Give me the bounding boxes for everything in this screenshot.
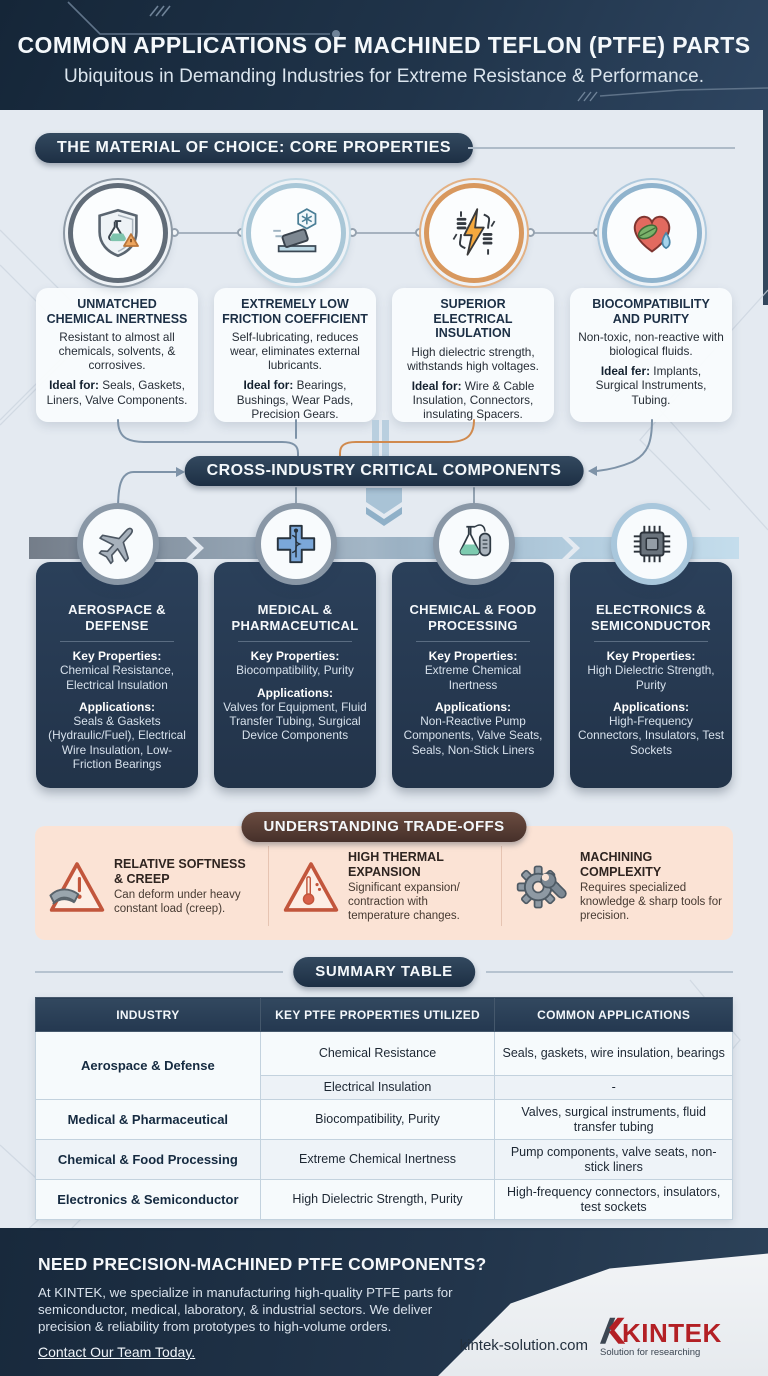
property-description: Non-toxic, non-reactive with biological fluids. [578,330,724,359]
applications-label: Applications: [434,699,511,714]
connector-node [526,228,535,237]
applications-value: Valves for Equipment, Fluid Transfer Tubing, Surgical Device Components [223,699,367,743]
table-row [36,1100,733,1140]
property-cell: Electrical Insulation [260,1076,495,1100]
table-header-row [36,998,733,1032]
industry-title: MEDICAL & PHARMACEUTICAL [231,602,359,633]
airplane-icon [95,521,141,567]
section-divider-line [468,147,735,149]
sliding-block-snowflake-icon [270,207,322,259]
thermal-warning-icon [282,858,340,916]
applications-value: Non-Reactive Pump Components, Valve Seats, Seals, Non-Stick Liners [403,713,543,757]
key-properties-label: Key Properties: [428,649,518,664]
section-title-cross-industry: CROSS-INDUSTRY CRITICAL COMPONENTS [185,456,584,486]
trade-off-thermal-expansion [282,844,488,930]
trade-off-text [580,850,722,923]
connector-node [415,228,424,237]
section-title-core-properties: THE MATERIAL OF CHOICE: CORE PROPERTIES [35,133,473,163]
heart-leaf-drop-icon [626,207,678,259]
trade-off-title: HIGH THERMAL EXPANSION [348,850,444,879]
applications-cell: - [495,1076,733,1100]
industry-card-aerospace [36,562,198,788]
property-description: Self-lubricating, reduces wear, eliminates external lubricants. [230,330,360,373]
section-divider-line [486,971,733,973]
industry-title: CHEMICAL & FOOD PROCESSING [409,602,537,633]
property-card-chemical-inertness [36,288,198,422]
industry-title: ELECTRONICS & SEMICONDUCTOR [591,602,711,633]
property-title: EXTREMELY LOW FRICTION COEFFICIENT [222,297,368,326]
property-description: Resistant to almost all chemicals, solvents, & corrosives. [58,330,176,373]
ideal-for-text: Wire & Cable Insulation, Connectors, insulating Spacers. [412,378,535,422]
connector-node [237,228,246,237]
property-card-electrical-insulation [392,288,554,422]
key-properties-value: High Dielectric Strength, Purity [587,663,715,692]
trade-off-description: Significant expansion/ contraction with temperature changes. [348,882,460,922]
ideal-for-label: Ideal fer: [600,364,651,379]
industry-circle-aerospace [77,503,159,585]
trade-off-machining-complexity [514,844,722,930]
column-header-industry: INDUSTRY [36,998,261,1032]
property-cell: Biocompatibility, Purity [260,1100,495,1140]
applications-label: Applications: [78,699,155,714]
industry-cell: Electronics & Semiconductor [36,1180,261,1220]
applications-label: Applications: [612,699,689,714]
creep-warning-icon [48,858,106,916]
ideal-for-label: Ideal for: [411,378,462,393]
property-cell: High Dielectric Strength, Purity [260,1180,495,1220]
property-circle-low-friction [246,183,346,283]
property-circle-chemical-inertness [68,183,168,283]
industry-card-chemical [392,562,554,788]
trade-off-text [348,850,488,923]
property-cell: Chemical Resistance [260,1032,495,1076]
lightning-cable-icon [448,207,500,259]
applications-value: High-Frequency Connectors, Insulators, Test Sockets [578,713,725,757]
page-subtitle: Ubiquitous in Demanding Industries for Extreme Resistance & Performance. [64,66,704,87]
divider [594,641,708,642]
kintek-logo-text: KINTEK [622,1317,722,1348]
connector-line [174,232,240,234]
flask-icon [451,521,497,567]
medical-cross-icon [273,521,319,567]
chip-icon [629,521,675,567]
industry-circle-electronics [611,503,693,585]
shield-flask-icon [92,207,144,259]
key-properties-value: Extreme Chemical Inertness [424,663,522,692]
key-properties-label: Key Properties: [250,649,340,664]
property-title: BIOCOMPATIBILITY AND PURITY [592,297,710,326]
divider [60,641,174,642]
divider [501,846,502,926]
divider [268,846,269,926]
ideal-for-text: Implants, Surgical Instruments, Tubing. [595,364,707,407]
property-title: SUPERIOR ELECTRICAL INSULATION [433,297,513,340]
summary-table [35,997,733,1220]
applications-cell: Seals, gaskets, wire insulation, bearings [495,1032,733,1076]
kintek-logo [600,1315,750,1358]
property-circle-biocompatibility [602,183,702,283]
property-ideal-for [578,364,724,406]
table-row [36,1032,733,1076]
trade-off-description: Can deform under heavy constant load (creep). [114,889,241,915]
page-title: COMMON APPLICATIONS OF MACHINED TEFLON (PTFE) PARTS [17,32,751,58]
divider [238,641,352,642]
gear-wrench-icon [514,858,572,916]
connector-line [352,232,418,234]
header-banner [0,0,768,110]
industry-circle-chemical [433,503,515,585]
connector-node [348,228,357,237]
applications-label: Applications: [256,685,333,700]
property-title: UNMATCHED CHEMICAL INERTNESS [46,297,188,326]
section-title-trade-offs: UNDERSTANDING TRADE-OFFS [242,812,527,842]
property-card-low-friction [214,288,376,422]
key-properties-label: Key Properties: [72,649,162,664]
industry-title: AEROSPACE & DEFENSE [68,602,166,633]
industry-cell: Chemical & Food Processing [36,1140,261,1180]
right-edge-decoration [763,110,768,305]
website-link[interactable]: kintek-solution.com [459,1337,588,1354]
applications-cell: Pump components, valve seats, non-stick liners [495,1140,733,1180]
ideal-for-label: Ideal for: [49,378,99,393]
contact-link[interactable]: Contact Our Team Today. [38,1344,196,1360]
divider [416,641,530,642]
property-card-biocompatibility [570,288,732,422]
ideal-for-label: Ideal for: [243,378,294,393]
industry-card-medical [214,562,376,788]
footer-heading: NEED PRECISION-MACHINED PTFE COMPONENTS? [38,1254,487,1274]
connector-line [530,232,596,234]
trade-off-title: RELATIVE SOFTNESS & CREEP [114,857,246,886]
section-divider-line [35,971,283,973]
ideal-for-text: Bearings, Bushings, Wear Pads, Precision Gears. [236,378,354,421]
column-header-applications: COMMON APPLICATIONS [495,998,733,1032]
property-cell: Extreme Chemical Inertness [260,1140,495,1180]
column-header-properties: KEY PTFE PROPERTIES UTILIZED [260,998,495,1032]
applications-value: Seals & Gaskets (Hydraulic/Fuel), Electrical Wire Insulation, Low-Friction Bearings [48,713,186,772]
table-row [36,1180,733,1220]
connector-node [593,228,602,237]
applications-cell: High-frequency connectors, insulators, test sockets [495,1180,733,1220]
kintek-logo-tagline: Solution for researching [600,1347,701,1358]
industry-cell: Aerospace & Defense [36,1032,261,1100]
table-row [36,1140,733,1180]
trade-off-text [114,857,256,916]
property-circle-electrical-insulation [424,183,524,283]
key-properties-value: Biocompatibility, Purity [236,663,354,678]
section-title-summary-table: SUMMARY TABLE [293,957,475,987]
trade-off-title: MACHINING COMPLEXITY [580,850,662,879]
ideal-for-text: Seals, Gaskets, Liners, Valve Components. [46,378,188,407]
footer-body-text: At KINTEK, we specialize in manufacturing high-quality PTFE parts for semiconductor, medical, laboratory, & industrial sectors. We deliver precision & reliability from prototypes to high-volume orders. [38,1285,453,1335]
connector-node [170,228,179,237]
trade-off-softness-creep [48,844,256,930]
trade-off-description: Requires specialized knowledge & sharp tools for precision. [580,882,722,922]
industry-card-electronics [570,562,732,788]
property-description: High dielectric strength, withstands high voltages. [407,344,539,373]
footer-banner [0,1228,768,1376]
key-properties-value: Chemical Resistance, Electrical Insulation [59,663,175,692]
industry-cell: Medical & Pharmaceutical [36,1100,261,1140]
property-ideal-for [44,378,190,406]
key-properties-label: Key Properties: [606,649,696,664]
industry-circle-medical [255,503,337,585]
applications-cell: Valves, surgical instruments, fluid transfer tubing [495,1100,733,1140]
